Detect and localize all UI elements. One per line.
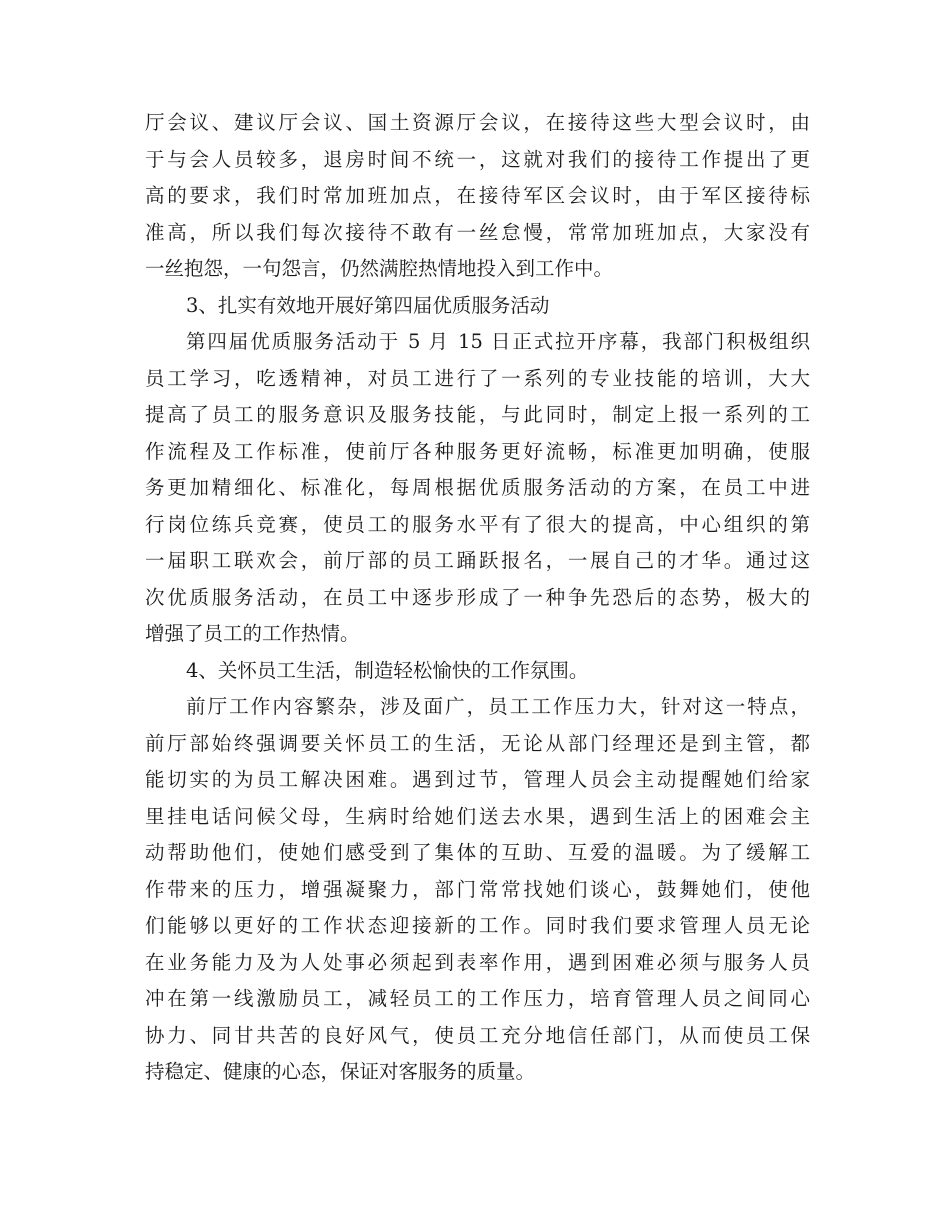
text-line: 里挂电话问候父母，生病时给她们送去水果，遇到生活上的困难会主 [145,804,810,828]
text-line: 第四届优质服务活动于 5 月 15 日正式拉开序幕，我部门积极组织 [186,330,810,353]
text-line: 能切实的为员工解决困难。遇到过节，管理人员会主动提醒她们给家 [145,768,810,791]
text-line: 一丝抱怨，一句怨言，仍然满腔热情地投入到工作中。 [145,257,614,280]
text-line: 行岗位练兵竞赛，使员工的服务水平有了很大的提高，中心组织的第 [145,512,810,536]
text-line: 冲在第一线激励员工，减轻员工的工作压力，培育管理人员之间同心 [145,987,810,1010]
text-line: 务更加精细化、标准化，每周根据优质服务活动的方案，在员工中进 [145,476,810,499]
text-line: 们能够以更好的工作状态迎接新的工作。同时我们要求管理人员无论 [145,914,810,937]
text-line: 增强了员工的工作热情。 [145,622,360,645]
text-line: 员工学习，吃透精神，对员工进行了一系列的专业技能的培训，大大 [145,366,810,390]
text-line: 协力、同甘共苦的良好风气，使员工充分地信任部门，从而使员工保 [145,1023,810,1047]
text-line: 作流程及工作标准，使前厅各种服务更好流畅，标准更加明确，使服 [145,439,810,463]
text-line: 于与会人员较多，退房时间不统一，这就对我们的接待工作提出了更 [145,147,810,171]
text-line: 一届职工联欢会，前厅部的员工踊跃报名，一展自己的才华。通过这 [145,549,810,572]
text-line: 准高，所以我们每次接待不敢有一丝怠慢，常常加班加点，大家没有 [145,220,810,244]
text-line: 3、扎实有效地开展好第四届优质服务活动 [186,293,550,317]
text-line: 前厅部始终强调要关怀员工的生活，无论从部门经理还是到主管，都 [145,731,810,755]
text-line: 提高了员工的服务意识及服务技能，与此同时，制定上报一系列的工 [145,403,810,426]
text-line: 持稳定、健康的心态，保证对客服务的质量。 [145,1060,536,1083]
text-line: 次优质服务活动，在员工中逐步形成了一种争先恐后的态势，极大的 [145,585,810,609]
text-line: 作带来的压力，增强凝聚力，部门常常找她们谈心，鼓舞她们，使他 [145,877,810,901]
document-body [145,105,810,1091]
text-line: 厅会议、建议厅会议、国土资源厅会议，在接待这些大型会议时，由 [145,111,810,134]
text-line: 4、关怀员工生活，制造轻松愉快的工作氛围。 [186,658,589,682]
text-line: 动帮助他们，使她们感受到了集体的互助、互爱的温暖。为了缓解工 [145,841,810,864]
text-line: 高的要求，我们时常加班加点，在接待军区会议时，由于军区接待标 [145,184,810,207]
text-line: 前厅工作内容繁杂，涉及面广，员工工作压力大，针对这一特点， [186,695,810,718]
text-line: 在业务能力及为人处事必须起到表率作用，遇到困难必须与服务人员 [145,950,810,974]
